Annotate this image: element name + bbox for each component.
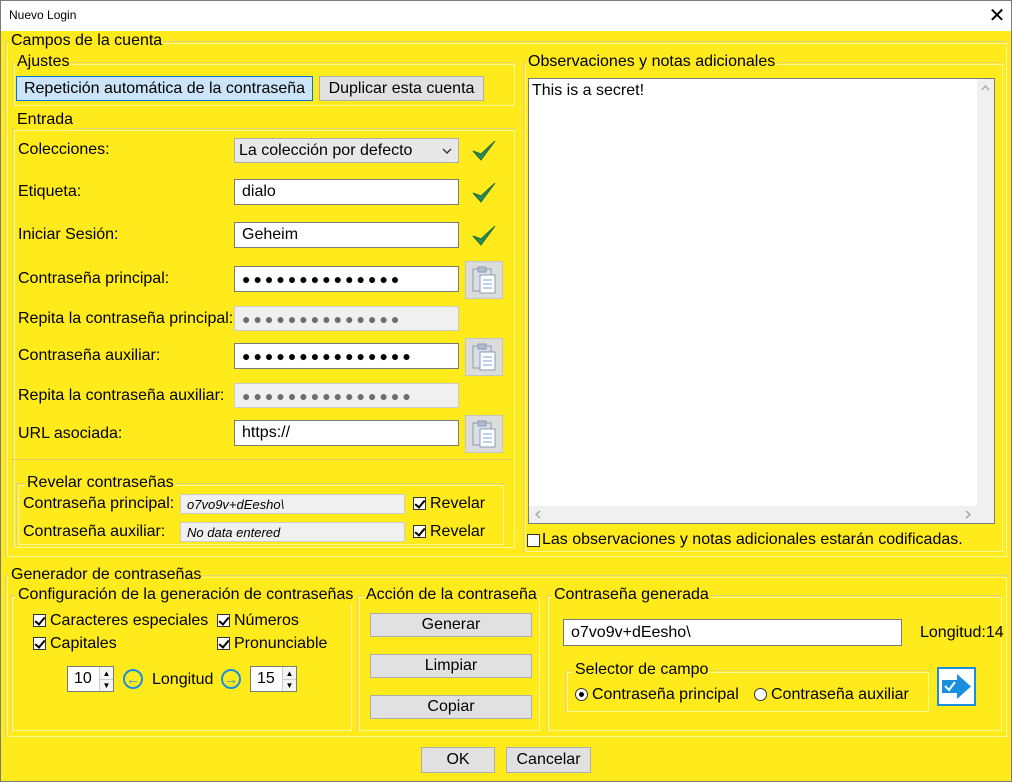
max-length-spinner[interactable]: [250, 666, 297, 692]
reveal-main-label: Contraseña principal:: [23, 495, 175, 512]
spinner-down-icon[interactable]: ▼: [99, 679, 113, 691]
notes-vertical-scrollbar[interactable]: [977, 79, 994, 506]
arrow-left-icon: ←: [126, 671, 140, 687]
password-action-legend: Acción de la contraseña: [366, 586, 537, 603]
settings-legend: Ajustes: [17, 53, 70, 70]
clipboard-icon: [471, 419, 497, 449]
scroll-right-icon[interactable]: [965, 510, 971, 519]
title-bar: [0, 0, 1012, 31]
target-aux-radio[interactable]: [754, 688, 767, 701]
ok-button[interactable]: OK: [421, 747, 495, 773]
notes-legend: Observaciones y notas adicionales: [528, 53, 776, 70]
scroll-left-icon[interactable]: [535, 510, 541, 519]
tag-input[interactable]: dialo: [234, 179, 459, 205]
spinner-up-icon[interactable]: ▲: [282, 667, 296, 679]
encrypt-notes-checkbox[interactable]: [527, 534, 540, 547]
reveal-main-value: o7vo9v+dEesho\: [180, 494, 405, 514]
reveal-aux-check-label[interactable]: Revelar: [430, 523, 486, 540]
notes-text: This is a secret!: [532, 82, 645, 99]
login-input[interactable]: Geheim: [234, 222, 459, 248]
apply-password-button[interactable]: [937, 667, 976, 706]
max-length-value: 15: [257, 670, 275, 687]
arrow-right-icon: [939, 669, 974, 704]
tag-label: Etiqueta:: [18, 183, 82, 200]
generated-password-input[interactable]: o7vo9v+dEesho\: [563, 619, 902, 646]
aux-password-label: Contraseña auxiliar:: [18, 347, 161, 364]
clear-button[interactable]: Limpiar: [370, 654, 532, 678]
pronounceable-checkbox[interactable]: [217, 637, 230, 650]
collections-label: Colecciones:: [18, 141, 110, 158]
chevron-down-icon: [442, 148, 452, 155]
login-valid-icon: [470, 222, 498, 250]
min-length-value: 10: [74, 670, 92, 687]
reveal-aux-checkbox[interactable]: [413, 525, 426, 538]
notes-textarea[interactable]: [528, 78, 995, 524]
special-chars-checkbox[interactable]: [33, 614, 46, 627]
reveal-legend: Revelar contraseñas: [27, 474, 174, 491]
tag-valid-icon: [470, 179, 498, 207]
reveal-aux-label: Contraseña auxiliar:: [23, 523, 166, 540]
entry-legend: Entrada: [17, 111, 74, 128]
collections-select[interactable]: [234, 138, 459, 163]
notes-horizontal-scrollbar[interactable]: [529, 506, 977, 523]
generator-legend: Generador de contraseñas: [11, 566, 202, 583]
generated-password-legend: Contraseña generada: [554, 586, 709, 603]
close-icon: ✕: [988, 4, 1006, 27]
min-length-spinner[interactable]: [67, 666, 114, 692]
target-main-label[interactable]: Contraseña principal: [592, 686, 739, 703]
aux-password-paste-button[interactable]: [465, 338, 503, 376]
increase-length-button[interactable]: [221, 669, 241, 689]
login-label: Iniciar Sesión:: [18, 226, 119, 243]
url-paste-button[interactable]: [465, 415, 503, 453]
capitals-label[interactable]: Capitales: [50, 635, 117, 652]
collections-valid-icon: [470, 137, 498, 165]
reveal-main-checkbox[interactable]: [413, 497, 426, 510]
decrease-length-button[interactable]: [123, 669, 143, 689]
main-password-paste-button[interactable]: [465, 261, 503, 299]
numbers-label[interactable]: Números: [234, 612, 299, 629]
url-input[interactable]: https://: [234, 420, 459, 446]
scrollbar-corner: [977, 506, 994, 523]
generated-length-label: Longitud:14: [920, 624, 1004, 641]
url-label: URL asociada:: [18, 425, 123, 442]
target-aux-label[interactable]: Contraseña auxiliar: [771, 686, 909, 703]
special-chars-label[interactable]: Caracteres especiales: [50, 612, 209, 629]
main-password-input[interactable]: ●●●●●●●●●●●●●●: [234, 266, 459, 292]
spinner-down-icon[interactable]: ▼: [282, 679, 296, 691]
length-label: Longitud: [152, 671, 214, 688]
clipboard-icon: [471, 342, 497, 372]
encrypt-notes-label[interactable]: Las observaciones y notas adicionales estarán codificadas.: [542, 531, 963, 548]
generator-config-legend: Configuración de la generación de contraseñas: [18, 586, 354, 603]
window-title: Nuevo Login: [9, 8, 77, 22]
numbers-checkbox[interactable]: [217, 614, 230, 627]
collections-select-value: La colección por defecto: [239, 141, 413, 159]
main-password-label: Contraseña principal:: [18, 270, 170, 287]
close-button[interactable]: [984, 2, 1010, 28]
arrow-right-icon: →: [224, 671, 238, 687]
reveal-main-check-label[interactable]: Revelar: [430, 495, 486, 512]
auto-repeat-password-button[interactable]: Repetición automática de la contraseña: [16, 76, 313, 101]
scroll-up-icon[interactable]: [981, 85, 990, 91]
reveal-aux-value: No data entered: [180, 522, 405, 542]
clipboard-icon: [471, 265, 497, 295]
spinner-up-icon[interactable]: ▲: [99, 667, 113, 679]
cancel-button[interactable]: Cancelar: [506, 747, 591, 773]
generate-button[interactable]: Generar: [370, 613, 532, 637]
target-main-radio[interactable]: [575, 688, 588, 701]
field-selector-legend: Selector de campo: [575, 661, 709, 678]
main-password-repeat-input[interactable]: ●●●●●●●●●●●●●●: [234, 306, 459, 331]
aux-password-input[interactable]: ●●●●●●●●●●●●●●●: [234, 343, 459, 369]
account-fields-legend: Campos de la cuenta: [11, 32, 163, 49]
pronounceable-label[interactable]: Pronunciable: [234, 635, 328, 652]
aux-password-repeat-input[interactable]: ●●●●●●●●●●●●●●●: [234, 383, 459, 408]
capitals-checkbox[interactable]: [33, 637, 46, 650]
entry-separator: [12, 459, 511, 460]
copy-button[interactable]: Copiar: [370, 695, 532, 719]
aux-password-repeat-label: Repita la contraseña auxiliar:: [18, 387, 225, 404]
main-password-repeat-label: Repita la contraseña principal:: [18, 310, 234, 327]
duplicate-account-button[interactable]: Duplicar esta cuenta: [319, 76, 484, 101]
